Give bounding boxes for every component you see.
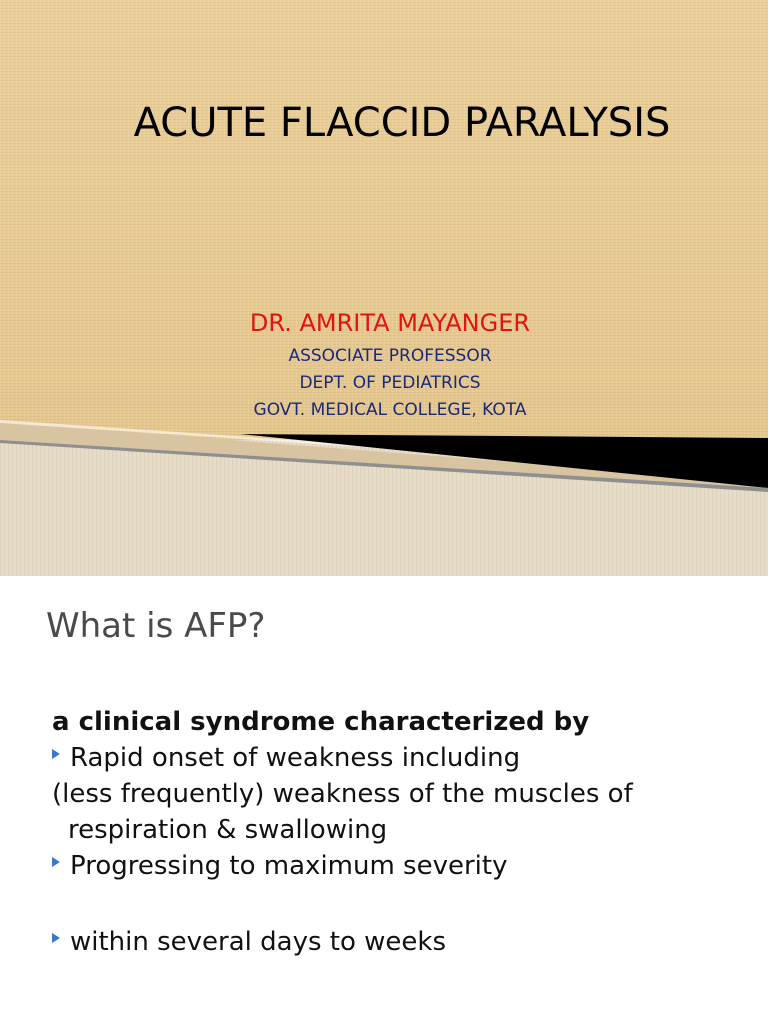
bullet-text: Progressing to maximum severity bbox=[70, 851, 508, 881]
bullet-item bbox=[52, 848, 752, 884]
intro-text: a clinical syndrome characterized by bbox=[52, 707, 590, 737]
author-name: DR. AMRITA MAYANGER bbox=[249, 309, 531, 337]
slide-heading: What is AFP? bbox=[46, 606, 266, 646]
triangle-bullet-icon bbox=[52, 749, 60, 759]
slide-title: ACUTE FLACCID PARALYSIS bbox=[133, 100, 671, 146]
bullet-text: Rapid onset of weakness including bbox=[70, 743, 521, 773]
content-slide bbox=[0, 576, 768, 1024]
author-department: DEPT. OF PEDIATRICS bbox=[299, 373, 481, 393]
slide-body bbox=[52, 704, 752, 960]
author-institution: GOVT. MEDICAL COLLEGE, KOTA bbox=[253, 400, 527, 420]
spacer bbox=[52, 884, 752, 924]
bullet-item bbox=[52, 740, 752, 776]
author-title: ASSOCIATE PROFESSOR bbox=[288, 346, 492, 366]
indented-text: respiration & swallowing bbox=[68, 815, 388, 845]
triangle-bullet-icon bbox=[52, 857, 60, 867]
bullet-text: within several days to weeks bbox=[70, 927, 447, 957]
decorative-band bbox=[0, 410, 768, 530]
triangle-bullet-icon bbox=[52, 933, 60, 943]
bullet-item bbox=[52, 924, 752, 960]
plain-text: (less frequently) weakness of the muscles of bbox=[52, 779, 633, 809]
